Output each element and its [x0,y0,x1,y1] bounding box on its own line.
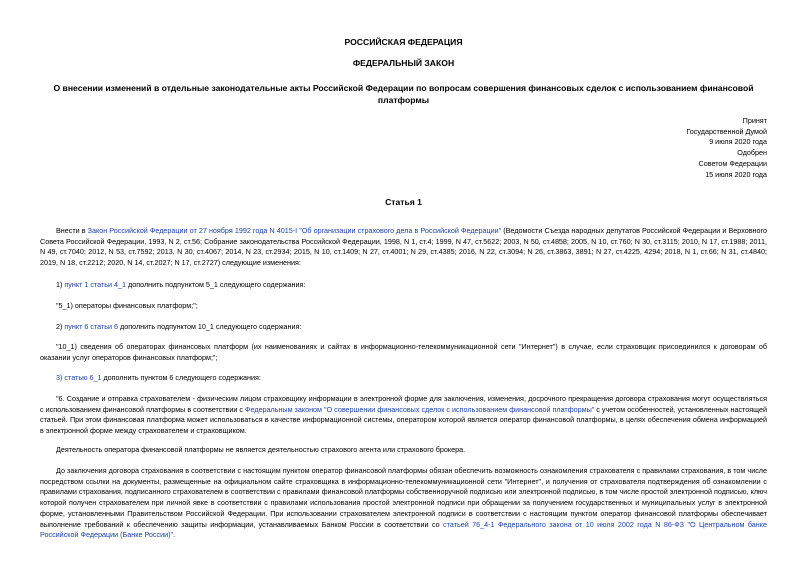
law-4015-link[interactable]: Закон Российской Федерации от 27 ноября 1992 года N 4015-I "Об организации страхового дела в Российской Федерации" [87,226,502,235]
country-heading: РОССИЙСКАЯ ФЕДЕРАЦИЯ [344,37,463,47]
article-4-1-link[interactable]: пункт 1 статьи 4_1 [64,280,127,289]
adoption-line: Принят [742,116,767,125]
article-heading: Статья 1 [385,197,422,207]
article-6-link[interactable]: пункт 6 статьи 6 [64,322,119,331]
adoption-line: Одобрен [737,148,767,158]
adoption-block [567,116,767,180]
paragraph-operator-activity: Деятельность оператора финансовой платформы не является деятельностью страхового агента или страхового брокера. [56,445,466,454]
financial-platform-law-link[interactable]: Федеральным законом "О совершении финансовых сделок с использованием финансовой платформы" [245,404,595,414]
adoption-line: Советом Федерации [698,158,767,168]
document-title: О внесении изменений в отдельные законодательные акты Российской Федерации по вопросам совершения финансовых сделок с использованием финансовой платформы [53,83,754,105]
paragraph-before-contract: До заключения договора страхования в соответствии с настоящим пунктом оператор финансовой платформы обязан обеспечить возможность ознакомления страхователя с правилами страхования, в том числе посредством ссылки на документы, размещенные на официальном сайте страховщика в информационно-телекоммуникационной сети "Интернет", и получения от страхователя подтверждения об ознакомлении с правилами страхования, подписанного страхователем в соответствии с правилами финансовой платформы собственноручной подписью или электронной подписью, в том числе простой электронной подписью, ключ которой получен страхователем при личной явке в соответствии с правилами использования простой электронной подписи при обращении за получением государственных и муниципальных услуг в электронной форме, установленными Правительством Российской Федерации. При использовании страхователем электронной подписи в соответствии с настоящим пунктом оператор финансовой платформы обеспечивает выполнение требований к обеспечению защиты информации, устанавливаемых Банком России в соответствии со статьей 76_4-1 Федерального закона от 10 июля 2002 года N 86-ФЗ "О Центральном банке Российской Федерации (Банке России)". [40,466,767,540]
document-type-heading: ФЕДЕРАЛЬНЫЙ ЗАКОН [352,58,455,68]
article-6-1-link[interactable]: 3) статью 6_1 [56,373,102,382]
adoption-line: 9 июля 2020 года [709,137,767,147]
adoption-line: Государственной Думой [686,126,767,136]
paragraph-intro: Внести в Закон Российской Федерации от 27 ноября 1992 года N 4015-I "Об организации страхового дела в Российской Федерации" (Ведомости Съезда народных депутатов Российской Федерации и Верховного Совета Российской Федерации, 1993, N 2, ст.56; Собрание законодательства Российской Федерации, 1998, N 1, ст.4; 1999, N 47, ст.5622; 2003, N 50, ст.4858; 2005, N 10, ст.760; N 30, ст.3115; 2010, N 17, ст.1988; 2011, N 49, ст.7040; 2012, N 53, ст.7592; 2013, N 30, ст.4067; 2014, N 23, ст.2934; 2015, N 10, ст.1409; N 27, ст.4001; N 29, ст.4385; 2016, N 22, ст.3094; N 26, ст.3863, 3891; N 27, ст.4225, 4294; 2018, N 1, ст.66; N 31, ст.4840; 2019, N 18, ст.2212; 2020, N 14, ст.2027; N 17, ст.2727) следующие изменения: [40,226,767,268]
paragraph-quote-10-1: "10_1) сведения об операторах финансовых платформ (их наименованиях и сайтах в информационно-телекоммуникационной сети "Интернет") в случае, если страховщик присоединился к договорам об оказании услуг операторов финансовых платформ;"; [40,342,767,362]
adoption-line: 15 июля 2020 года [705,169,767,179]
paragraph-item-1: 1) пункт 1 статьи 4_1 дополнить подпунктом 5_1 следующего содержания: [56,280,306,289]
paragraph-item-2: 2) пункт 6 статьи 6 дополнить подпунктом 10_1 следующего содержания: [56,322,302,331]
paragraph-quote-5-1: "5_1) операторы финансовых платформ;"; [56,301,198,310]
paragraph-quote-6: "6. Создание и отправка страхователем - физическим лицом страховщику информации в электронной форме для заключения, изменения, досрочного прекращения договора страхования могут осуществляться с использованием финансовой платформы в соответствии с Федеральным законом "О совершении финансовых сделок с использованием финансовой платформы" с учетом особенностей, установленных настоящей статьей. При этом финансовая платформа может использоваться в качестве информационной системы, оператором которой является оператор финансовой платформы, в целях обеспечения обмена информацией в электронной форме между страхователем и страховщиком. [40,394,767,436]
central-bank-law-link[interactable]: статьей 76_4-1 Федерального закона от 10 июля 2002 года N 86-ФЗ "О Центральном банке Российской Федерации (Банке России)" [40,519,767,540]
paragraph-item-3: 3) статью 6_1 дополнить пунктом 6 следующего содержания: [56,373,261,382]
